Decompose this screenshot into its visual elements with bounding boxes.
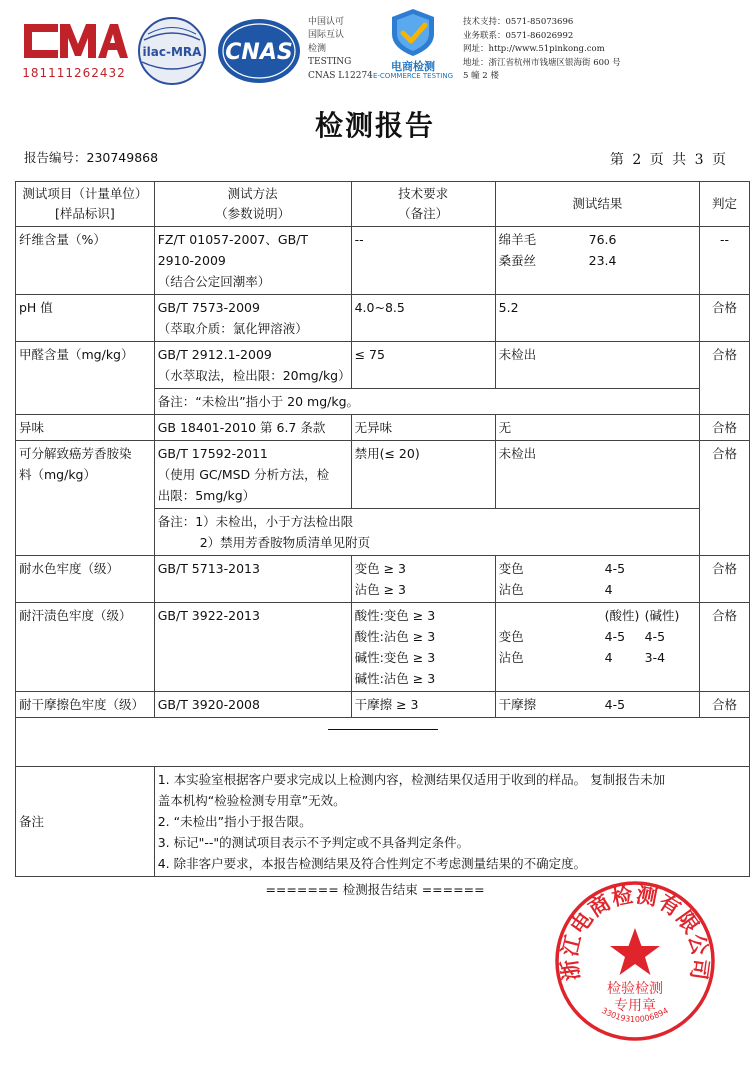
page-info: 第 2 页 共 3 页 <box>609 152 728 168</box>
result-fiber: 绵羊毛 76.6 桑蚕丝 23.4 <box>495 227 699 295</box>
result-amines: 未检出 <box>495 441 699 509</box>
item-amines: 可分解致癌芳香胺染 料（mg/kg） <box>16 441 155 556</box>
requirement-formaldehyde: ≤ 75 <box>351 342 495 389</box>
requirement-rubbing: 干摩擦 ≥ 3 <box>351 692 495 718</box>
table-header-row <box>16 182 750 227</box>
judgement-rubbing: 合格 <box>699 692 749 718</box>
cnas-cert-text: 中国认可 国际互认 检测 TESTING CNAS L12274 <box>308 17 373 81</box>
judgement-perspiration: 合格 <box>699 603 749 692</box>
address: 地址：浙江省杭州市钱塘区银海街 600 号 <box>463 57 621 68</box>
judgement-odor: 合格 <box>699 415 749 441</box>
method-fiber: FZ/T 01057-2007、GB/T 2910-2009 （结合公定回潮率） <box>154 227 351 295</box>
address-2: 5 幢 2 楼 <box>463 71 499 82</box>
svg-text:ilac-MRA: ilac-MRA <box>142 45 202 59</box>
seal-center-line2: 专用章 <box>614 998 656 1014</box>
table-row <box>16 227 750 295</box>
method-water: GB/T 5713-2013 <box>154 556 351 603</box>
remarks-label: 备注 <box>16 767 155 877</box>
judgement-ph: 合格 <box>699 295 749 342</box>
table-row <box>16 556 750 603</box>
business-contact: 业务联系：0571-86026992 <box>463 30 574 41</box>
item-formaldehyde: 甲醛含量（mg/kg） <box>16 342 155 415</box>
separator-line <box>328 729 438 730</box>
header-result: 测试结果 <box>495 182 699 227</box>
table-row-blank <box>16 718 750 767</box>
result-perspiration: (酸性) (碱性) 变色 4-5 4-5 沾色 4 3-4 <box>495 603 699 692</box>
judgement-formaldehyde: 合格 <box>699 342 749 415</box>
result-rubbing: 干摩擦 4-5 <box>495 692 699 718</box>
table-row <box>16 603 750 692</box>
note-amines: 备注：1）未检出，小于方法检出限 2）禁用芳香胺物质清单见附页 <box>154 509 699 556</box>
seal-center-line1: 检验检测 <box>607 981 663 997</box>
report-title: 检测报告 <box>314 109 435 142</box>
svg-text:CNAS: CNAS <box>225 40 293 65</box>
seal-number: 330193100068​94 <box>600 1005 670 1025</box>
method-amines: GB/T 17592-2011 （使用 GC/MSD 分析方法，检 出限：5mg/kg） <box>154 441 351 509</box>
tech-support: 技术支持：0571-85073696 <box>463 17 574 27</box>
table-row <box>16 295 750 342</box>
method-odor: GB 18401-2010 第 6.7 条款 <box>154 415 351 441</box>
report-header <box>0 0 750 90</box>
item-fiber: 纤维含量（%） <box>16 227 155 295</box>
header-method: 测试方法 （参数说明） <box>154 182 351 227</box>
table-row <box>16 692 750 718</box>
header-judgement: 判定 <box>699 182 749 227</box>
result-ph: 5.2 <box>495 295 699 342</box>
ecommerce-testing-logo <box>368 6 458 84</box>
header-item: 测试项目（计量单位） [样品标识] <box>16 182 155 227</box>
ilac-mra-logo <box>134 16 210 86</box>
report-end-text: ======= 检测报告结束 ====== <box>265 882 485 897</box>
website: 网址：http://www.51pinkong.com <box>463 44 605 55</box>
requirement-fiber: -- <box>351 227 495 295</box>
item-rubbing: 耐干摩擦色牢度（级） <box>16 692 155 718</box>
requirement-water: 变色 ≥ 3 沾色 ≥ 3 <box>351 556 495 603</box>
contact-info <box>463 16 743 84</box>
method-ph: GB/T 7573-2009 （萃取介质：氯化钾溶液） <box>154 295 351 342</box>
header-requirement: 技术要求 （备注） <box>351 182 495 227</box>
requirement-odor: 无异味 <box>351 415 495 441</box>
judgement-amines: 合格 <box>699 441 749 556</box>
cma-logo <box>20 16 128 84</box>
ecommerce-logo-en: E-COMMERCE TESTING <box>372 72 454 80</box>
judgement-fiber: -- <box>699 227 749 295</box>
note-formaldehyde: 备注：“未检出”指小于 20 mg/kg。 <box>154 389 699 415</box>
requirement-ph: 4.0~8.5 <box>351 295 495 342</box>
method-perspiration: GB/T 3922-2013 <box>154 603 351 692</box>
test-results-table <box>15 181 750 877</box>
item-water: 耐水色牢度（级） <box>16 556 155 603</box>
requirement-amines: 禁用(≤ 20) <box>351 441 495 509</box>
report-number: 报告编号：230749868 <box>24 150 159 165</box>
remarks-content: 1. 本实验室根据客户要求完成以上检测内容，检测结果仅适用于收到的样品。 复制报告未加 盖本机构“检验检测专用章”无效。 2. “未检出”指小于报告限。 3. 标记"--"的测试项目表示不予判定或不具备判定条件。 4. 除非客户要求，本报告检测结果及符合性判定不考虑测量结果的不确定度。 <box>154 767 749 877</box>
table-row <box>16 342 750 389</box>
method-formaldehyde: GB/T 2912.1-2009 （水萃取法，检出限：20mg/kg） <box>154 342 351 389</box>
table-row <box>16 441 750 509</box>
table-row-remarks <box>16 767 750 877</box>
cnas-logo <box>216 16 302 86</box>
result-odor: 无 <box>495 415 699 441</box>
method-rubbing: GB/T 3920-2008 <box>154 692 351 718</box>
item-odor: 异味 <box>16 415 155 441</box>
seal-ring-text: 浙江电商检测有限公司 <box>556 881 714 983</box>
requirement-perspiration: 酸性:变色 ≥ 3 酸性:沾色 ≥ 3 碱性:变色 ≥ 3 碱性:沾色 ≥ 3 <box>351 603 495 692</box>
item-perspiration: 耐汗渍色牢度（级） <box>16 603 155 692</box>
ecommerce-logo-cn: 电商检测 <box>391 60 435 73</box>
official-seal-stamp <box>554 880 716 1042</box>
item-ph: pH 值 <box>16 295 155 342</box>
cma-number: 181111262432 <box>22 66 126 80</box>
table-row <box>16 415 750 441</box>
blank-separator-cell <box>16 718 750 767</box>
judgement-water: 合格 <box>699 556 749 603</box>
result-formaldehyde: 未检出 <box>495 342 699 389</box>
result-water: 变色 4-5 沾色 4 <box>495 556 699 603</box>
